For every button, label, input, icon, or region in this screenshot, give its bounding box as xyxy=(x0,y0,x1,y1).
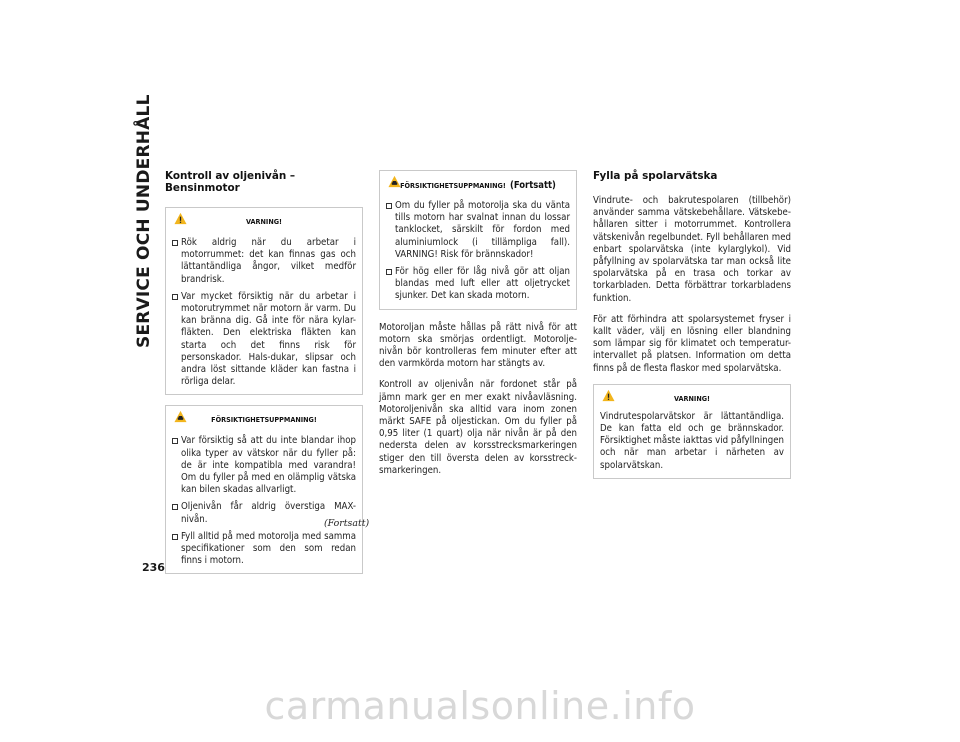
caution-box-fluids xyxy=(165,405,363,574)
caution-box-header xyxy=(172,406,356,430)
section-title-vertical: SERVICE OCH UNDERHÅLL xyxy=(134,94,154,348)
checkbox-bullet-icon xyxy=(386,203,392,209)
section-heading-oil-level: Kontroll av oljenivån – Bensinmotor xyxy=(165,170,296,194)
caution-item: Oljenivån får aldrig överstiga MAX-nivån. xyxy=(172,501,356,525)
checkbox-bullet-icon xyxy=(172,294,178,300)
caution-box-title-suffix: (Fortsatt) xyxy=(510,180,556,191)
checkbox-bullet-icon xyxy=(386,269,392,275)
section-heading-washer-fluid: Fylla på spolarvätska xyxy=(593,170,718,182)
caution-item: Fyll alltid på med motorolja med samma specifikationer som den som redan finns i motorn. xyxy=(172,531,356,568)
body-paragraph: För att förhindra att spolarsystemet fryser i kallt väder, välj en lösning eller blandning som lämpar sig för klimatet och temperatur-intervallet på platsen. Information om detta finns på de flesta flaskor med spolarvätska. xyxy=(593,313,791,374)
page-number: 236 xyxy=(142,561,165,574)
body-paragraph: Vindrute- och bakrutespolaren (tillbehör) använder samma vätskebehållare. Vätskebe-hållaren sitter i motorrummet. Kontrollera vätskenivån regelbundet. Fyll behållaren med enbart spolarvätska (inte kylarglykol). Vid påfyllning av spolarvätska tar man också lite spolarvätska på en trasa och torkar av torkarbladen. Detta förbättrar torkarbladens funktion. xyxy=(593,195,791,304)
body-paragraph: Kontroll av oljenivån när fordonet står på jämn mark ger en mer exakt nivåavläsning. Motoroljenivån ska alltid vara inom zonen märkt SAFE på oljestickan. Om du fyller på 0,95 liter (1 quart) olja när nivån är på den nedersta delen av korsstrecksmarkeringen stiger den till översta delen av korsstreck-smarkeringen. xyxy=(379,379,577,476)
watermark: carmanualsonline.info xyxy=(264,684,696,728)
caution-box-header xyxy=(386,171,570,195)
warning-text: Vindrutespolarvätskor är lättantändliga. De kan fatta eld och ge brännskador. Försiktighet måste iakttas vid påfyllningen och när man arbetar i närheten av spolarvätskan. xyxy=(600,410,784,471)
caution-item: Om du fyller på motorolja ska du vänta tills motorn har svalnat innan du lossar tanklocket, särskilt för fordon med aluminiumlock (i tillämpliga fall). VARNING! Risk för brännskador! xyxy=(386,200,570,261)
caution-item: För hög eller för låg nivå gör att oljan blandas med luft eller att oljetrycket sjunker. Det kan skada motorn. xyxy=(386,266,570,303)
column-right xyxy=(593,170,791,479)
column-left xyxy=(165,170,363,574)
warning-box-title: VARNING! xyxy=(246,217,282,226)
caution-item: Var försiktig så att du inte blandar ihop olika typer av vätskor när du fyller på: de är inte kompatibla med varandra! Om du fyller på med en olämplig vätska kan bilen skadas allvarligt. xyxy=(172,435,356,496)
caution-box-continued xyxy=(379,170,577,310)
checkbox-bullet-icon xyxy=(172,534,178,540)
checkbox-bullet-icon xyxy=(172,438,178,444)
body-paragraph: Motoroljan måste hållas på rätt nivå för att motorn ska smörjas ordentligt. Motorolje-nivån bör kontrolleras fem minuter efter att den varmkörda motorn har stängts av. xyxy=(379,321,577,370)
warning-box-engine xyxy=(165,207,363,395)
warning-box-washer xyxy=(593,384,791,479)
warning-box-header xyxy=(172,208,356,232)
section-side-tab xyxy=(130,94,156,660)
caution-box-title: FÖRSIKTIGHETSUPPMANING! xyxy=(211,415,317,425)
column-middle xyxy=(379,170,577,486)
warning-item: Var mycket försiktig när du arbetar i motorutrymmet när motorn är varm. Du kan bränna dig. Gå inte för nära kylar-fläkten. Den elektriska fläkten kan starta och det finns risk för personskador. Hals-dukar, slipsar och andra löst sittande kläder kan fastna i rörliga delar. xyxy=(172,291,356,389)
warning-box-title: VARNING! xyxy=(674,393,710,403)
continued-label: (Fortsatt) xyxy=(324,518,370,529)
checkbox-bullet-icon xyxy=(172,240,178,246)
warning-box-header xyxy=(600,385,784,409)
warning-item: Rök aldrig när du arbetar i motorrummet: det kan finnas gas och lättantändliga ångor, vilket medför brandrisk. xyxy=(172,237,356,286)
checkbox-bullet-icon xyxy=(172,504,178,510)
caution-box-title: FÖRSIKTIGHETSUPPMANING! (Fortsatt) xyxy=(400,180,556,191)
